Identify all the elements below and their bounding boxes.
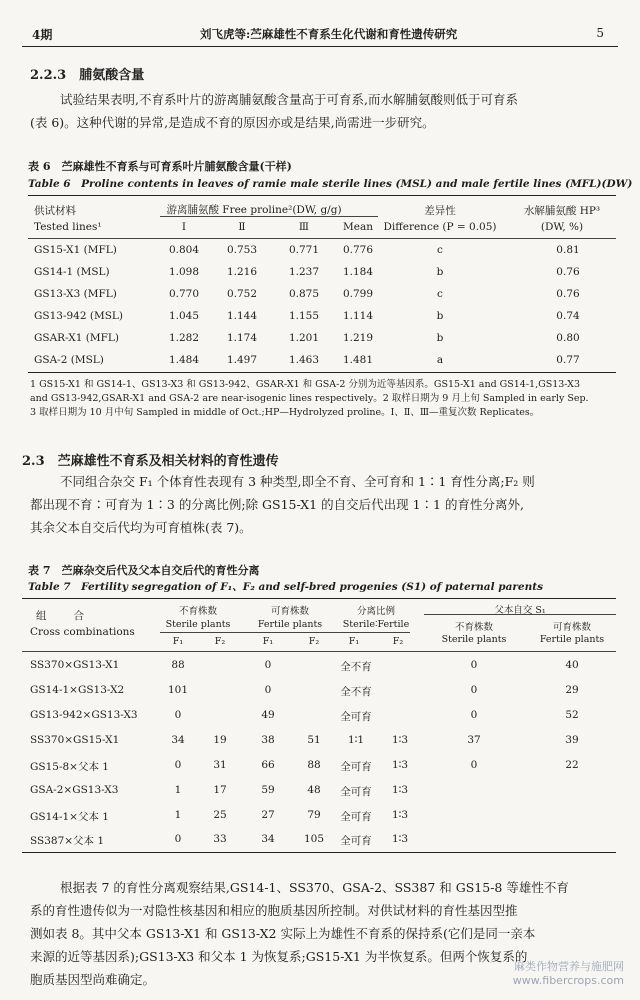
cell-rep1: 0.770 <box>168 288 200 300</box>
table-note-line: and GS13-942,GSAR-X1 and GSA-2 are near-isogenic lines respectively。2 取样日期为 9 月上旬 Sampled in early Sep. <box>30 393 589 404</box>
cell-mean: 1.184 <box>342 266 374 278</box>
paragraph-line: 试验结果表明,不育系叶片的游离脯氨酸含量高于可育系,而水解脯氨酸则低于可育系 <box>60 92 518 107</box>
cell-sterile-f1: 101 <box>167 684 189 696</box>
cell-mean: 0.799 <box>342 288 374 300</box>
cell-rep3: 0.875 <box>288 288 320 300</box>
table6-head-diff-cn: 差异性 <box>424 205 456 217</box>
table7-head-ratio-cn: 分离比例 <box>356 606 396 617</box>
cell-ratio-f2: 1∶3 <box>391 833 409 845</box>
table7-head-paternal-rule <box>424 614 616 615</box>
conclusion-paragraph <box>30 876 569 991</box>
cell-rep2: 1.174 <box>226 332 258 344</box>
table6-head-mean: Mean <box>343 221 373 233</box>
table6-header-rule <box>28 238 616 239</box>
table6-head-rep2: Ⅱ <box>238 221 246 233</box>
table-note-line: 3 取样日期为 10 月中旬 Sampled in middle of Oct.;HP—Hydrolyzed proline。Ⅰ、Ⅱ、Ⅲ—重复次数 Replicates。 <box>30 407 540 418</box>
table7-head-sterile-cn: 不育株数 <box>178 606 218 617</box>
watermark-line: www.fibercrops.com <box>512 974 624 987</box>
cell-diff: b <box>436 332 444 344</box>
cell-sterile-f1: 34 <box>171 734 185 746</box>
cell-fertile-f2: 79 <box>307 809 321 821</box>
table7-head-ratio-f2: F₂ <box>392 636 404 647</box>
row-name: GSAR-X1 (MFL) <box>34 332 119 344</box>
article-running-title: 刘飞虎等:苎麻雄性不育系生化代谢和育性遗传研究 <box>200 27 458 41</box>
cell-ratio-f1: 全不育 <box>340 661 372 673</box>
table6-caption-cn: 表 6 苎麻雄性不育系与可育系叶片脯氨酸含量(干样) <box>28 160 292 173</box>
cell-sterile-f1: 88 <box>171 659 185 671</box>
cell-rep1: 1.098 <box>168 266 200 278</box>
cell-sterile-f2: 25 <box>213 809 227 821</box>
paragraph-line: 根据表 7 的育性分离观察结果,GS14-1、SS370、GSA-2、SS387 和 GS15-8 等雄性不育 <box>60 880 569 895</box>
section-2-3-title: 2.3 苎麻雄性不育系及相关材料的育性遗传 <box>22 454 279 469</box>
cell-sterile-f1: 0 <box>174 833 182 845</box>
table7-bottom-rule <box>22 852 616 853</box>
cell-rep2: 0.753 <box>226 244 258 256</box>
cell-rep1: 1.045 <box>168 310 200 322</box>
cell-mean: 1.481 <box>342 354 374 366</box>
paragraph-line: 都出现不育∶可育为 1∶3 的分离比例;除 GS15-X1 的自交后代出现 1∶1 的育性分离外, <box>30 497 524 512</box>
issue-label: 4期 <box>32 28 53 42</box>
cell-fertile-f1: 38 <box>261 734 275 746</box>
cell-rep3: 1.201 <box>288 332 320 344</box>
table6-head-free-proline: 游离脯氨酸 Free proline²(DW, g/g) <box>166 204 342 216</box>
table6-bottom-rule <box>28 372 616 373</box>
row-name: SS387×父本 1 <box>30 835 105 847</box>
row-name: GS14-1 (MSL) <box>34 266 110 278</box>
row-name: GS15-X1 (MFL) <box>34 244 117 256</box>
section-2-3-paragraph <box>30 470 535 539</box>
row-name: GS15-8×父本 1 <box>30 761 109 773</box>
cell-ratio-f1: 全可育 <box>340 835 372 847</box>
table6-head-span-rule <box>160 216 378 217</box>
cell-hp: 0.77 <box>556 354 580 366</box>
cell-rep1: 1.282 <box>168 332 200 344</box>
cell-hp: 0.81 <box>556 244 580 256</box>
cell-ratio-f1: 1∶1 <box>347 734 365 746</box>
cell-fertile-f1: 49 <box>261 709 275 721</box>
cell-fertile-f2: 48 <box>307 784 321 796</box>
table7-head-sterile-en: Sterile plants <box>165 619 231 630</box>
cell-sterile-f1: 1 <box>174 784 182 796</box>
table6-notes <box>30 378 616 420</box>
cell-paternal-fertile: 52 <box>565 709 579 721</box>
cell-sterile-f2: 17 <box>213 784 227 796</box>
running-header <box>22 22 618 47</box>
table6-head-diff-en: Difference (P = 0.05) <box>383 221 497 233</box>
paragraph-line: 系的育性遗传似为一对隐性核基因和相应的胞质基因所控制。对供试材料的育性基因型推 <box>30 903 518 918</box>
cell-hp: 0.80 <box>556 332 580 344</box>
row-name: SS370×GS15-X1 <box>30 734 120 746</box>
table7-head-sterile-f1: F₁ <box>172 636 184 647</box>
table7-head-p-sterile-en: Sterile plants <box>441 634 507 645</box>
table7-head-generation-rule <box>160 632 410 633</box>
section-2-2-3-paragraph <box>30 88 518 134</box>
table-note-line: 1 GS15-X1 和 GS14-1、GS13-X3 和 GS13-942、GSAR-X1 和 GSA-2 分别为近等基因系。GS15-X1 and GS14-1,GS13-X3 <box>30 379 580 390</box>
cell-sterile-f1: 0 <box>174 709 182 721</box>
cell-paternal-sterile: 0 <box>470 659 478 671</box>
cell-fertile-f2: 105 <box>303 833 325 845</box>
cell-diff: c <box>437 244 443 256</box>
paragraph-line: 其余父本自交后代均为可育植株(表 7)。 <box>30 520 252 535</box>
row-name: GSA-2×GS13-X3 <box>30 784 119 796</box>
cell-diff: b <box>436 310 444 322</box>
cell-fertile-f1: 59 <box>261 784 275 796</box>
cell-rep2: 1.497 <box>226 354 258 366</box>
cell-paternal-sterile: 0 <box>470 709 478 721</box>
cell-sterile-f1: 0 <box>174 759 182 771</box>
cell-ratio-f2: 1∶3 <box>391 809 409 821</box>
table7-head-p-fertile-en: Fertile plants <box>539 634 605 645</box>
cell-fertile-f1: 0 <box>264 659 272 671</box>
cell-hp: 0.74 <box>556 310 580 322</box>
table7-head-ratio-en: Sterile∶Fertile <box>342 619 410 630</box>
row-name: SS370×GS13-X1 <box>30 659 120 671</box>
cell-sterile-f2: 31 <box>213 759 227 771</box>
table7-top-rule <box>22 598 616 599</box>
cell-sterile-f2: 33 <box>213 833 227 845</box>
cell-fertile-f1: 0 <box>264 684 272 696</box>
cell-paternal-fertile: 22 <box>565 759 579 771</box>
cell-fertile-f2: 88 <box>307 759 321 771</box>
cell-paternal-fertile: 39 <box>565 734 579 746</box>
cell-hp: 0.76 <box>556 266 580 278</box>
cell-rep2: 0.752 <box>226 288 258 300</box>
paragraph-line: 来源的近等基因系);GS13-X3 和父本 1 为恢复系;GS15-X1 为半恢复系。但两个恢复系的 <box>30 949 528 964</box>
row-name: GS14-1×GS13-X2 <box>30 684 125 696</box>
cell-fertile-f2: 51 <box>307 734 321 746</box>
cell-mean: 0.776 <box>342 244 374 256</box>
row-name: GSA-2 (MSL) <box>34 354 104 366</box>
table7-head-p-fertile-cn: 可育株数 <box>552 622 592 633</box>
paragraph-line: 不同组合杂交 F₁ 个体育性表现有 3 种类型,即全不育、全可育和 1∶1 育性分离;F₂ 则 <box>60 474 535 489</box>
cell-hp: 0.76 <box>556 288 580 300</box>
table7-head-fertile-en: Fertile plants <box>257 619 323 630</box>
table7-head-p-sterile-cn: 不育株数 <box>454 622 494 633</box>
table6-top-rule <box>28 195 616 196</box>
row-name: GS14-1×父本 1 <box>30 811 109 823</box>
cell-ratio-f1: 全可育 <box>340 786 372 798</box>
table7-head-paternal: 父本自交 S₁ <box>494 605 546 616</box>
cell-mean: 1.114 <box>342 310 374 322</box>
table6-head-tested-cn: 供试材料 <box>34 205 76 217</box>
cell-sterile-f1: 1 <box>174 809 182 821</box>
cell-paternal-sterile: 37 <box>467 734 481 746</box>
cell-ratio-f2: 1∶3 <box>391 759 409 771</box>
cell-ratio-f2: 1∶3 <box>391 784 409 796</box>
row-name: GS13-942 (MSL) <box>34 310 123 322</box>
cell-paternal-fertile: 40 <box>565 659 579 671</box>
cell-paternal-sterile: 0 <box>470 684 478 696</box>
table6-head-rep3: Ⅲ <box>298 221 310 233</box>
cell-rep3: 1.155 <box>288 310 320 322</box>
table7-head-fertile-f1: F₁ <box>262 636 274 647</box>
table7-head-fertile-f2: F₂ <box>308 636 320 647</box>
table7-head-ratio-f1: F₁ <box>348 636 360 647</box>
table7-caption-en: Table 7 Fertility segregation of F₁、F₂ and self-bred progenies (S1) of paternal parents <box>28 581 543 593</box>
paragraph-line: (表 6)。这种代谢的异常,是造成不育的原因亦或是结果,尚需进一步研究。 <box>30 115 435 130</box>
cell-rep2: 1.144 <box>226 310 258 322</box>
table6-head-rep1: Ⅰ <box>181 221 187 233</box>
cell-rep1: 0.804 <box>168 244 200 256</box>
row-name: GS13-942×GS13-X3 <box>30 709 138 721</box>
page-number: 5 <box>596 26 604 40</box>
cell-ratio-f1: 全可育 <box>340 711 372 723</box>
watermark-line: 麻类作物营养与施肥网 <box>514 960 624 973</box>
cell-diff: a <box>436 354 444 366</box>
cell-sterile-f2: 19 <box>213 734 227 746</box>
section-2-2-3-title: 2.2.3 脯氨酸含量 <box>30 68 145 83</box>
row-name: GS13-X3 (MFL) <box>34 288 117 300</box>
cell-paternal-sterile: 0 <box>470 759 478 771</box>
site-watermark <box>513 960 624 988</box>
table6-head-hp-en: (DW, %) <box>540 221 584 233</box>
cell-ratio-f2: 1∶3 <box>391 734 409 746</box>
table7-head-fertile-cn: 可育株数 <box>270 606 310 617</box>
cell-paternal-fertile: 29 <box>565 684 579 696</box>
table7-header-rule <box>22 651 616 652</box>
cell-diff: c <box>437 288 443 300</box>
cell-ratio-f1: 全可育 <box>340 811 372 823</box>
cell-mean: 1.219 <box>342 332 374 344</box>
table7-head-combo-cn: 组 合 <box>36 610 86 622</box>
table7-head-sterile-f2: F₂ <box>214 636 226 647</box>
cell-rep3: 1.463 <box>288 354 320 366</box>
paragraph-line: 胞质基因型尚难确定。 <box>30 972 156 987</box>
table6-head-tested-en: Tested lines¹ <box>34 221 102 233</box>
cell-rep2: 1.216 <box>226 266 258 278</box>
paragraph-line: 测如表 8。其中父本 GS13-X1 和 GS13-X2 实际上为雄性不育系的保持系(它们是同一亲本 <box>30 926 536 941</box>
cell-rep3: 0.771 <box>288 244 320 256</box>
cell-diff: b <box>436 266 444 278</box>
table6-caption-en: Table 6 Proline contents in leaves of ramie male sterile lines (MSL) and male fertile lines (MFL)(DW) <box>28 178 633 190</box>
cell-fertile-f1: 27 <box>261 809 275 821</box>
table6-head-hp-cn: 水解脯氨酸 HP³ <box>523 205 601 217</box>
cell-rep3: 1.237 <box>288 266 320 278</box>
cell-rep1: 1.484 <box>168 354 200 366</box>
cell-ratio-f1: 全可育 <box>340 761 372 773</box>
cell-fertile-f1: 66 <box>261 759 275 771</box>
cell-fertile-f1: 34 <box>261 833 275 845</box>
cell-ratio-f1: 全不育 <box>340 686 372 698</box>
table7-caption-cn: 表 7 苎麻杂交后代及父本自交后代的育性分离 <box>28 564 260 577</box>
table7-head-combo-en: Cross combinations <box>30 626 135 638</box>
